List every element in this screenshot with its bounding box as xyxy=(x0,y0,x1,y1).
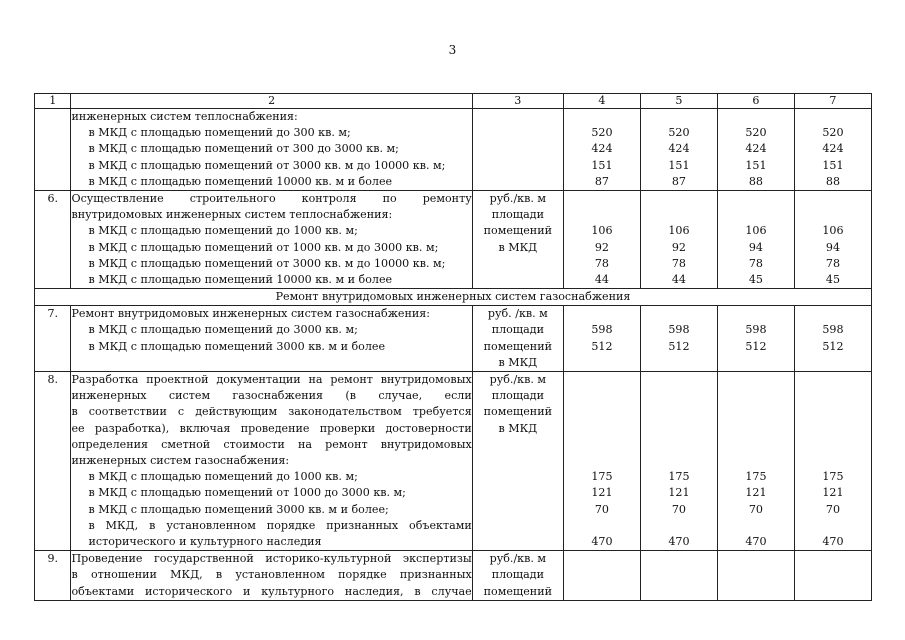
value-cell-4: 106 92 78 44 xyxy=(563,191,640,289)
page-number: 3 xyxy=(448,43,457,57)
column-header-6: 6 xyxy=(717,94,794,109)
value-cell-5: 520 424 151 87 xyxy=(640,109,717,191)
value-cell-5: 598 512 xyxy=(640,306,717,372)
tariff-table xyxy=(34,93,872,601)
row-number: 8. xyxy=(35,372,71,551)
value-cell-6 xyxy=(717,551,794,601)
value-cell-7: 175 121 70 470 xyxy=(794,372,871,551)
row-unit: руб./кв. м площади помещений xyxy=(472,551,563,601)
table-row xyxy=(35,372,872,551)
value-cell-4 xyxy=(563,551,640,601)
column-header-7: 7 xyxy=(794,94,871,109)
table-row xyxy=(35,191,872,289)
table-row xyxy=(35,551,872,601)
value-cell-7: 106 94 78 45 xyxy=(794,191,871,289)
value-cell-5: 175 121 70 470 xyxy=(640,372,717,551)
value-cell-6: 598 512 xyxy=(717,306,794,372)
row-unit: руб./кв. м площади помещений в МКД xyxy=(472,191,563,289)
section-heading: Ремонт внутридомовых инженерных систем газоснабжения xyxy=(35,289,872,306)
value-cell-6: 520 424 151 88 xyxy=(717,109,794,191)
row-number: 9. xyxy=(35,551,71,601)
column-header-row xyxy=(35,94,872,109)
value-cell-6: 175 121 70 470 xyxy=(717,372,794,551)
value-cell-4: 598 512 xyxy=(563,306,640,372)
column-header-4: 4 xyxy=(563,94,640,109)
row-number: 7. xyxy=(35,306,71,372)
value-cell-7: 520 424 151 88 xyxy=(794,109,871,191)
value-cell-4: 175 121 70 470 xyxy=(563,372,640,551)
table-row xyxy=(35,306,872,372)
value-cell-7 xyxy=(794,551,871,601)
row-unit xyxy=(472,109,563,191)
section-heading-row xyxy=(35,289,872,306)
column-header-3: 3 xyxy=(472,94,563,109)
row-description: инженерных систем теплоснабжения: в МКД с площадью помещений до 300 кв. м; в МКД с площадью помещений от 300 до 3000 кв. м; в МКД с площадью помещений от 3000 кв. м до 10000 кв. м; в МКД с площадью помещений 10000 кв. м и более xyxy=(71,109,472,191)
value-cell-5: 106 92 78 44 xyxy=(640,191,717,289)
row-description: Разработка проектной документации на ремонт внутридомовых инженерных систем газоснабжения (в случае, если в соответствии с действующим законодательством требуется ее разработка), включая проведение проверки достоверности определения сметной стоимости на ремонт внутридомовых инженерных систем газоснабжения: в МКД с площадью помещений до 1000 кв. м; в МКД с площадью помещений от 1000 до 3000 кв. м; в МКД с площадью помещений 3000 кв. м и более; в МКД, в установленном порядке признанных объектами исторического и культурного наследия xyxy=(71,372,472,551)
column-header-2: 2 xyxy=(71,94,472,109)
row-description: Осуществление строительного контроля по ремонту внутридомовых инженерных систем теплоснабжения: в МКД с площадью помещений до 1000 кв. м; в МКД с площадью помещений от 1000 кв. м до 3000 кв. м; в МКД с площадью помещений от 3000 кв. м до 10000 кв. м; в МКД с площадью помещений 10000 кв. м и более xyxy=(71,191,472,289)
value-cell-4: 520 424 151 87 xyxy=(563,109,640,191)
table-row xyxy=(35,109,872,191)
row-unit: руб. /кв. м площади помещений в МКД xyxy=(472,306,563,372)
value-cell-7: 598 512 xyxy=(794,306,871,372)
row-number-cell xyxy=(35,109,71,191)
column-header-1: 1 xyxy=(35,94,71,109)
value-cell-6: 106 94 78 45 xyxy=(717,191,794,289)
value-cell-5 xyxy=(640,551,717,601)
row-description: Проведение государственной историко-культурной экспертизы в отношении МКД, в установленном порядке признанных объектами исторического и культурного наследия, в случае xyxy=(71,551,472,601)
row-number: 6. xyxy=(35,191,71,289)
row-unit: руб./кв. м площади помещений в МКД xyxy=(472,372,563,551)
row-description: Ремонт внутридомовых инженерных систем газоснабжения: в МКД с площадью помещений до 3000 кв. м; в МКД с площадью помещений 3000 кв. м и более xyxy=(71,306,472,372)
column-header-5: 5 xyxy=(640,94,717,109)
